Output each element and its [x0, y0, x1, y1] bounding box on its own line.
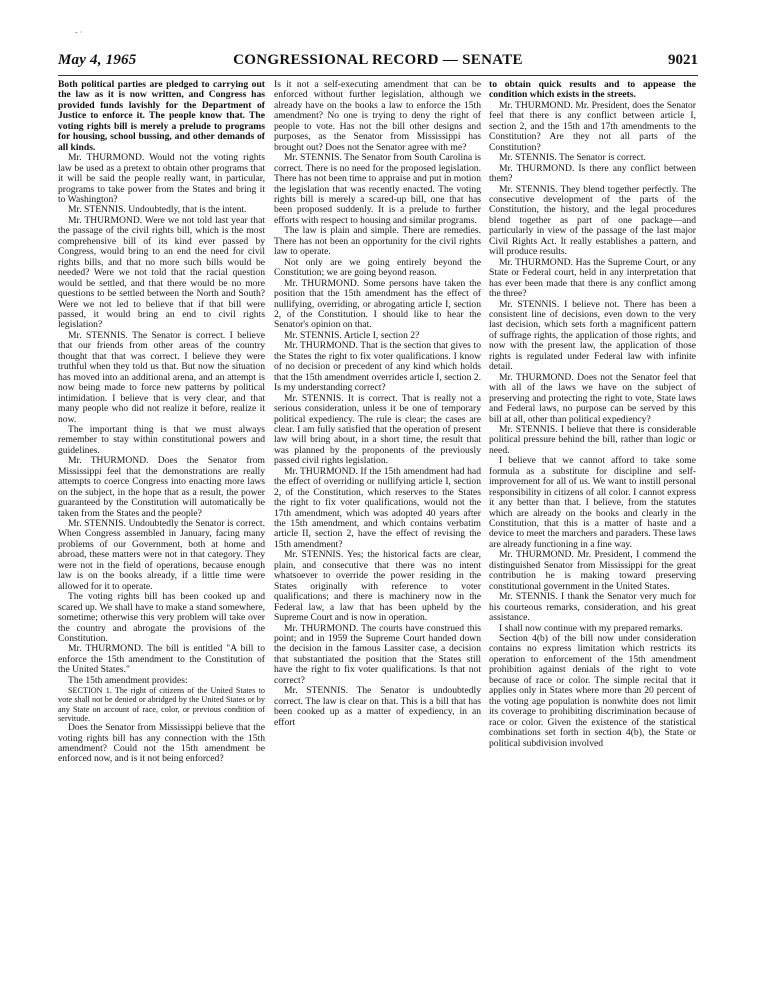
- paragraph: Mr. THURMOND. Is there any conflict between them?: [489, 162, 696, 185]
- paragraph: to obtain quick results and to appease the condition which exists in the streets.: [489, 80, 696, 101]
- paragraph: SECTION 1. The right of citizens of the United States to vote shall not be denied or abridged by the United States or by any State on account of race, color, or previous condition of servitude.: [58, 686, 265, 723]
- paragraph: Mr. THURMOND. Mr. President, does the Senator feel that there is any conflict between article I, section 2, and the 15th and 17th amendments to the Constitution? Are they not all parts of the Constitution?: [489, 99, 696, 153]
- paragraph: Mr. STENNIS. The Senator is correct.: [499, 152, 646, 164]
- header-page-number: 9021: [668, 52, 698, 68]
- paragraph: Mr. STENNIS. Undoubtedly, that is the intent.: [68, 204, 247, 216]
- page-header: [58, 52, 698, 74]
- paragraph: Mr. THURMOND. The courts have construed this point; and in 1959 the Supreme Court handed down the decision in the famous Lassiter case, a decision that substantiated the position that the States still have the right to fix voter qualifications. Is that not correct?: [274, 622, 481, 686]
- paragraph: The important thing is that we must always remember to stay within constitutional powers and guidelines.: [58, 423, 265, 456]
- paragraph: Not only are we going entirely beyond the Constitution; we are going beyond reason.: [274, 256, 481, 279]
- paragraph: Mr. STENNIS. The Senator is correct. I believe that our friends from other areas of the country thought that that was correct. I believe they were truthful when they told us that. But now the situation has moved into an additional arena, and an attempt is now being made to force new patterns by political intimidation. I believe that is very clear, and that many people who did not realize it before, realize it now.: [58, 329, 265, 425]
- paragraph: Both political parties are pledged to carrying out the law as it is now written, and Congress has provided funds lavishly for the Department of Justice to enforce it. The people know that. The voting rights bill is merely a prelude to programs for housing, school bussing, and other demands of all kinds.: [58, 80, 265, 153]
- paragraph: Mr. THURMOND. Has the Supreme Court, or any State or Federal court, held in any interpretation that has ever been made that there is any conflict among the three?: [489, 256, 696, 300]
- paragraph: The 15th amendment provides:: [68, 674, 188, 686]
- paragraph: Mr. THURMOND. Were we not told last year that the passage of the civil rights bill, which is the most comprehensive bill of its kind ever passed by Congress, would bring to an end the need for civil rights bills, and that no more such bills would be needed? Were we not told that the racial question would be settled, and that there would be no more questions to be settled between the North and South? Were we not led to believe that if that bill were passed, it would bring an end to civil rights legislation?: [58, 214, 265, 331]
- paragraph: The law is plain and simple. There are remedies. There has not been an opportunity for the civil rights law to operate.: [274, 225, 481, 258]
- paragraph: Does the Senator from Mississippi believe that the voting rights bill has any connection with the 15th amendment? Could not the 15th amendment be enforced now, and is it not being enforced?: [58, 722, 265, 765]
- paragraph: Mr. STENNIS. It is correct. That is really not a serious consideration, unless it be one of temporary political expediency. The rule is clear; the cases are clear. I am fully satisfied that the operation of present law will bring about, in a short time, the result that was planned by the proponents of the previously passed civil rights legislation.: [274, 392, 481, 467]
- paragraph: Mr. STENNIS. I thank the Senator very much for his courteous remarks, consideration, and his great assistance.: [489, 591, 696, 624]
- paragraph: Mr. THURMOND. If the 15th amendment had had the effect of overriding or nullifying article I, section 2, of the Constitution, which reserves to the States the right to fix voter qualifications, would not the 17th amendment, which was adopted 40 years after the 15th amendment, and which contains verbatim article II, section 2, have the effect of revising the 15th amendment?: [274, 465, 481, 550]
- paragraph: Section 4(b) of the bill now under consideration contains no express limitation which restricts its operation to enforcement of the 15th amendment prohibition against denials of the right to vote because of race or color. The simple recital that it applies only in States where more than 20 percent of the voting age population is nonwhite does not limit its coverage to prohibiting discrimination because of race or color. Given the existence of the statistical combinations set forth in section 4(b), the State or political subdivision involved: [489, 633, 696, 749]
- paragraph: Mr. STENNIS. Yes; the historical facts are clear, plain, and consecutive that there was no intent whatsoever to override the power residing in the States originally with reference to voter qualifications; and there is machinery now in the Federal law, a law that has been upheld by the Supreme Court and is now in operation.: [274, 549, 481, 624]
- paragraph: Mr. STENNIS. Article I, section 2?: [284, 329, 420, 341]
- paragraph: Mr. THURMOND. Some persons have taken the position that the 15th amendment has the effect of nullifying, overriding, or abrogating article I, section 2, of the Constitution. I should like to hear the Senator's opinion on that.: [274, 277, 481, 331]
- paragraph: Mr. THURMOND. That is the section that gives to the States the right to fix voter qualifications. I know of no decision or precedent of any kind which holds that the 15th amendment overrides article I, section 2. Is my understanding correct?: [274, 340, 481, 394]
- paragraph: Mr. THURMOND. The bill is entitled "A bill to enforce the 15th amendment to the Constitution of the United States.": [58, 643, 265, 676]
- paragraph: The voting rights bill has been cooked up and scared up. We shall have to make a stand somewhere, sometime; otherwise this very problem will take over the country and abrogate the provisions of the Constitution.: [58, 591, 265, 645]
- paragraph: Is it not a self-executing amendment that can be enforced without further legislation, although we already have on the books a law to enforce the 15th amendment? No one is trying to deny the right of people to vote. Has not the bill other designs and purposes, as the Senator from Mississippi has brought out? Does not the Senator agree with me?: [274, 80, 481, 153]
- text-column-3: [489, 80, 696, 975]
- paragraph: Mr. STENNIS. I believe that there is considerable political pressure behind the bill, rather than logic or need.: [489, 423, 696, 456]
- paragraph: Mr. THURMOND. Would not the voting rights law be used as a pretext to obtain other programs that it will be said the people really want, in particular, programs to take power from the States and bring it to Washington?: [58, 152, 265, 205]
- paragraph: Mr. STENNIS. The Senator is undoubtedly correct. The law is clear on that. This is a bill that has been cooked up as a matter of expediency, in an effort: [274, 685, 481, 728]
- header-date: May 4, 1965: [58, 52, 137, 68]
- paragraph: Mr. THURMOND. Does not the Senator feel that with all of the laws we have on the subject of preserving and protecting the right to vote, State laws and Federal laws, no purpose can be served by this bill at all, other than political expediency?: [489, 371, 696, 425]
- paragraph: I shall now continue with my prepared remarks.: [499, 622, 683, 634]
- paragraph: Mr. STENNIS. I believe not. There has been a consistent line of decisions, even down to the very last decision, which sets forth a magnificent pattern of suffrage rights, the application of those rights, and now with the present law, the application of those rights is regulated under Federal law with infinite detail.: [489, 298, 696, 373]
- header-rule: [58, 75, 698, 76]
- paragraph: Mr. STENNIS. The Senator from South Carolina is correct. There is no need for the proposed legislation. There has not been time to appraise and put in motion the legislation that was recently enacted. The voting rights bill is merely a scared-up bill, one that has been proposed suddenly. It is a prelude to further efforts with respect to housing and similar programs.: [274, 152, 481, 226]
- margin-mark: - ·: [75, 28, 83, 37]
- text-column-1: [58, 80, 265, 975]
- header-title: CONGRESSIONAL RECORD — SENATE: [233, 52, 523, 68]
- text-column-2: [274, 80, 481, 975]
- paragraph: Mr. THURMOND. Does the Senator from Mississippi feel that the demonstrations are really attempts to coerce Congress into enacting more laws on the subject, in the hope that as a result, the power guaranteed by the Constitution will automatically be taken from the States and the people?: [58, 455, 265, 519]
- paragraph: I believe that we cannot afford to take some formula as a substitute for discipline and self-improvement for all of us. We want to instill personal responsibility in citizens of all color. I cannot express it any better than that. I believe, from the statutes which are already on the books and clearly in the Constitution, that this is a matter of haste and a device to meet the marchers and paraders. These laws are already functioning in a fine way.: [489, 455, 696, 550]
- paragraph: Mr. STENNIS. Undoubtedly the Senator is correct. When Congress assembled in January, facing many problems of our Government, both at home and abroad, these matters were not in that category. They were not in the field of operations, because enough law is on the books already, if a little time were allowed for it to operate.: [58, 518, 265, 592]
- paragraph: Mr. THURMOND. Mr. President, I commend the distinguished Senator from Mississippi for the great contribution he is making toward preserving constitutional government in the United States.: [489, 549, 696, 592]
- paragraph: Mr. STENNIS. They blend together perfectly. The consecutive development of the parts of the Constitution, the history, and the legal procedures blend together as part of one package—and particularly in view of the passage of the last major Civil Rights Act. It really establishes a pattern, and will produce results.: [489, 183, 696, 258]
